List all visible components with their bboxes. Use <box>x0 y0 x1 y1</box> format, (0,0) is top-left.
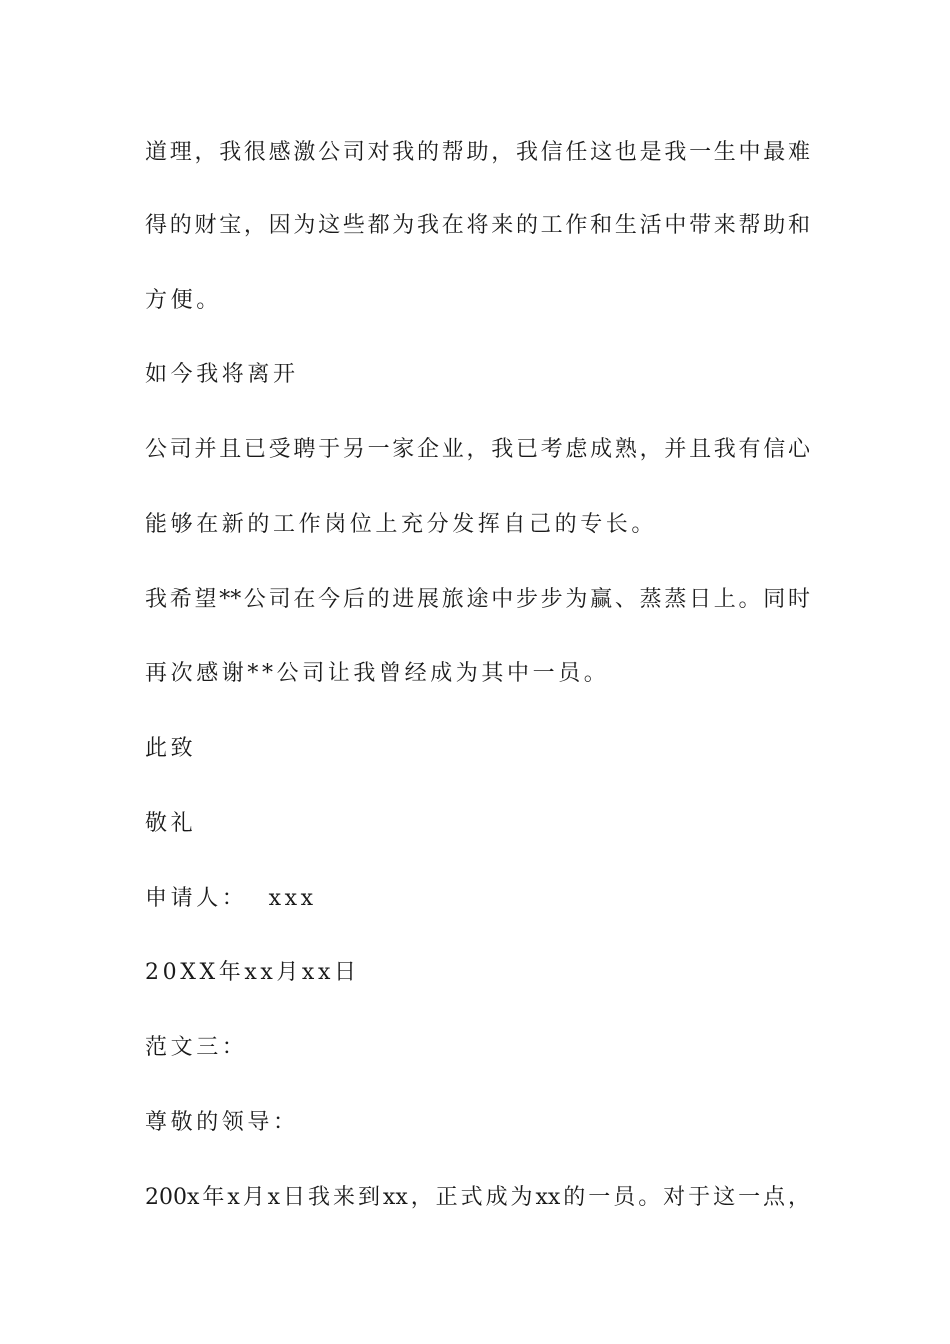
applicant-line: 申请人： xxx <box>145 886 317 911</box>
paragraph-line: 公司并且已受聘于另一家企业，我已考虑成熟，并且我有信心 <box>145 437 810 462</box>
paragraph-line: 如今我将离开 <box>145 362 299 387</box>
closing-line: 敬礼 <box>145 811 197 836</box>
paragraph-line: 方便。 <box>145 288 222 313</box>
paragraph-line: 200x年x月x日我来到xx，正式成为xx的一员。对于这一点， <box>145 1185 810 1210</box>
closing-line: 此致 <box>145 736 197 761</box>
paragraph-line: 道理，我很感激公司对我的帮助，我信任这也是我一生中最难 <box>145 140 810 165</box>
paragraph-line: 能够在新的工作岗位上充分发挥自己的专长。 <box>145 512 658 537</box>
paragraph-line: 我希望**公司在今后的进展旅途中步步为赢、蒸蒸日上。同时 <box>145 587 810 612</box>
section-heading: 范文三： <box>145 1035 248 1060</box>
salutation-line: 尊敬的领导： <box>145 1110 299 1135</box>
date-line: 20XX年xx月xx日 <box>145 960 360 985</box>
paragraph-line: 得的财宝，因为这些都为我在将来的工作和生活中带来帮助和 <box>145 213 810 238</box>
paragraph-line: 再次感谢**公司让我曾经成为其中一员。 <box>145 661 610 686</box>
